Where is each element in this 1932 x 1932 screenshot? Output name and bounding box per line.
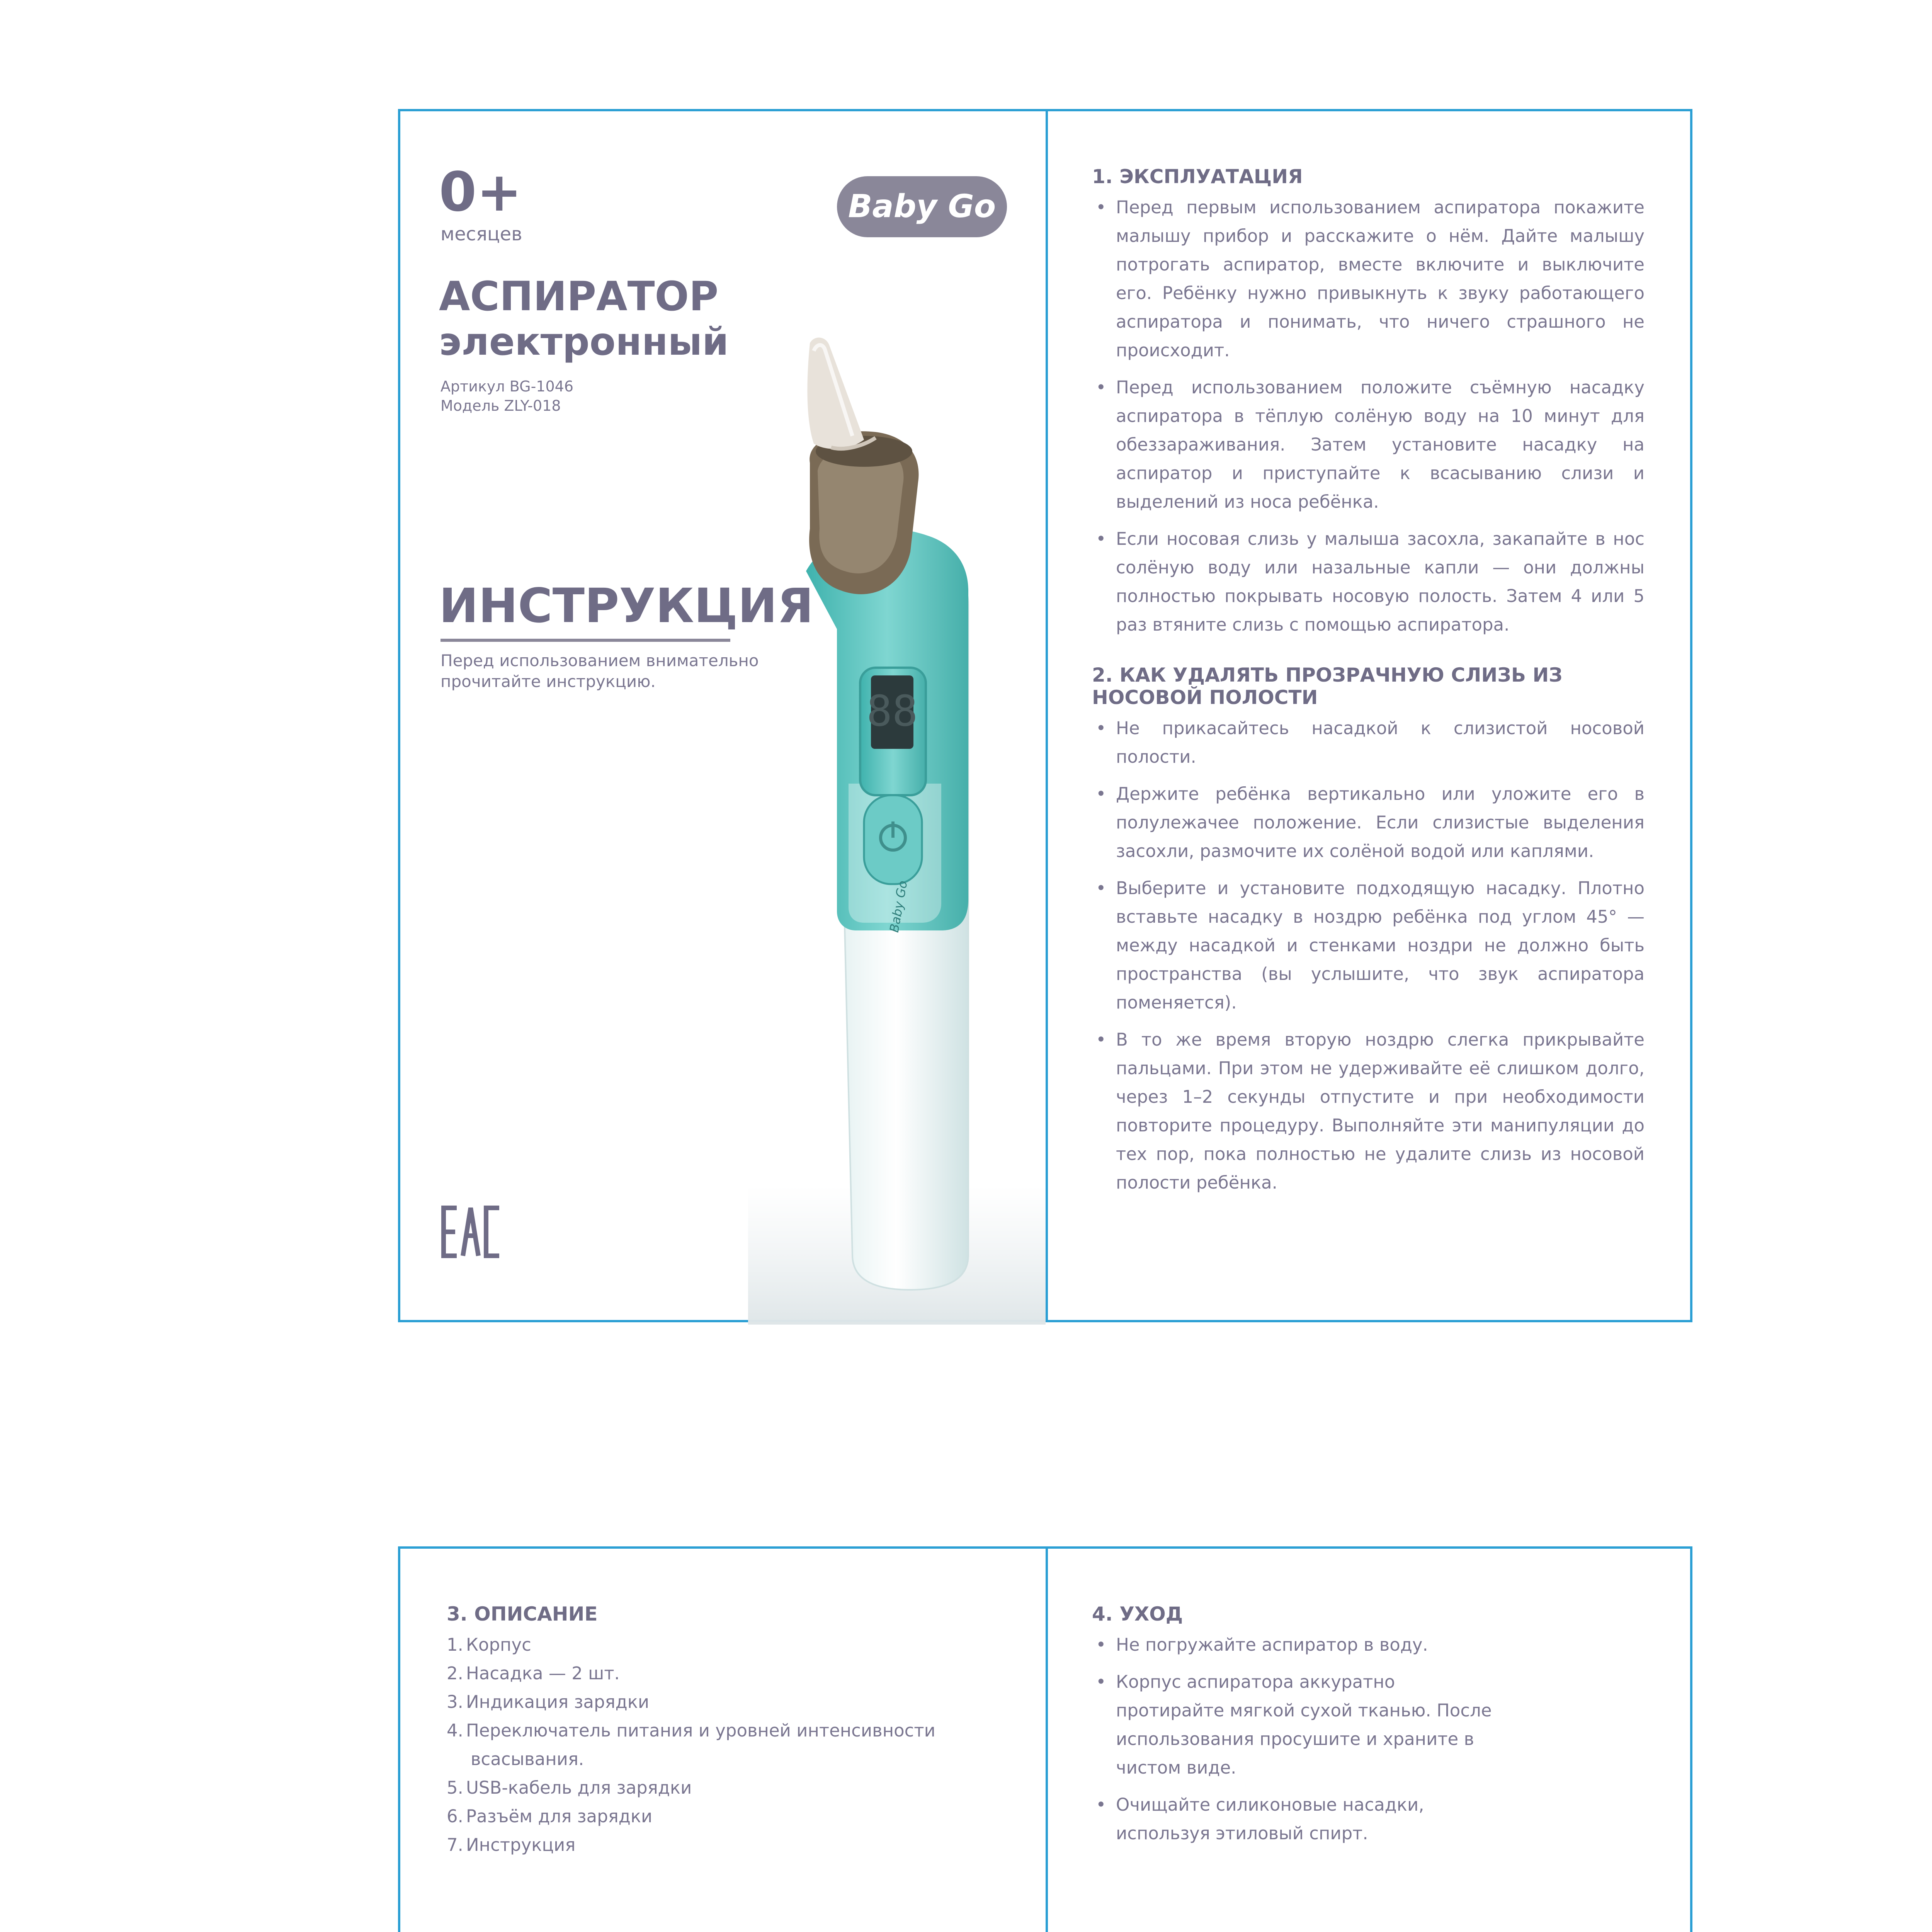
usage-section [1092, 165, 1645, 648]
description-item [447, 1659, 1007, 1688]
instruction-title: ИНСТРУКЦИЯ [439, 578, 814, 633]
item-number: 4. [447, 1720, 463, 1741]
product-title-line2: электронный [439, 320, 729, 364]
usage-title: 1. ЭКСПЛУАТАЦИЯ [1092, 165, 1303, 188]
svg-text:88: 88 [866, 686, 918, 736]
item-number: 2. [447, 1663, 463, 1684]
usage-item: • Если носовая слизь у малыша засохла, закапайте в нос солёную воду или назальные капли — они должны полностью покрывать носовую полость. Затем 4 или 5 раз втяните слизь с помощью аспиратора. [1092, 525, 1645, 639]
description-item [447, 1774, 1007, 1802]
item-text: Переключатель питания и уровней интенсивности [466, 1720, 935, 1741]
care-section [1092, 1603, 1645, 1856]
aspirator-photo [748, 335, 1046, 1325]
removal-section [1092, 664, 1645, 1206]
item-text: Разъём для зарядки [466, 1806, 653, 1827]
care-item: • Корпус аспиратора аккуратно протирайте мягкой сухой тканью. После использования просушите и храните в чистом виде. [1092, 1668, 1502, 1782]
brand-logo: Baby Go [837, 176, 1007, 237]
item-number: 5. [447, 1777, 463, 1798]
age-unit: месяцев [440, 223, 522, 245]
leaflet-sheet-front [398, 109, 1692, 1322]
description-item [447, 1831, 1007, 1859]
fold-line [1046, 111, 1048, 1320]
description-title: 3. ОПИСАНИЕ [447, 1603, 598, 1625]
item-number: 6. [447, 1806, 463, 1827]
article-number: Артикул BG-1046 [440, 378, 574, 395]
usage-item: • Перед первым использованием аспиратора покажите малышу прибор и расскажите о нём. Дайте малышу потрогать аспиратор, вместе включите и выключите его. Ребёнку нужно привыкнуть к звуку работающего аспиратора и понимать, что ничего страшного не происходит. [1092, 193, 1645, 365]
item-text-continuation: всасывания. [471, 1749, 584, 1769]
item-number: 3. [447, 1692, 463, 1712]
item-number: 7. [447, 1835, 463, 1855]
description-item [447, 1716, 1007, 1774]
item-text: Насадка — 2 шт. [466, 1663, 620, 1684]
title-underline [440, 639, 730, 642]
care-item: • Очищайте силиконовые насадки, используя этиловый спирт. [1092, 1791, 1502, 1848]
removal-title: 2. КАК УДАЛЯТЬ ПРОЗРАЧНУЮ СЛИЗЬ ИЗ НОСОВОЙ ПОЛОСТИ [1092, 664, 1563, 709]
instruction-note [440, 650, 759, 692]
device-brand-mark: Baby Go [886, 879, 910, 934]
instruction-note-line1: Перед использованием внимательно [440, 651, 759, 670]
product-title-line1: АСПИРАТОР [439, 273, 719, 320]
usage-item: • Перед использованием положите съёмную насадку аспиратора в тёплую солёную воду на 10 минут для обеззараживания. Затем установите насадку на аспиратор и приступайте к всасыванию слизи и выделений из носа ребёнка. [1092, 373, 1645, 516]
removal-item: • Выберите и установите подходящую насадку. Плотно вставьте насадку в ноздрю ребёнка под углом 45° — между насадкой и стенками ноздри не должно быть пространства (вы услышите, что звук аспиратора поменяется). [1092, 874, 1645, 1017]
eac-mark-icon [440, 1205, 502, 1259]
fold-line [1046, 1549, 1048, 1932]
item-text: Инструкция [466, 1835, 576, 1855]
model-number: Модель ZLY-018 [440, 397, 561, 414]
item-number: 1. [447, 1634, 463, 1655]
item-text: Корпус [466, 1634, 531, 1655]
item-text: USB-кабель для зарядки [466, 1777, 692, 1798]
removal-item: • В то же время вторую ноздрю слегка прикрывайте пальцами. При этом не удерживайте её слишком долго, через 1–2 секунды отпустите и при необходимости повторите процедуру. Выполняйте эти манипуляции до тех пор, пока полностью не удалите слизь из носовой полости ребёнка. [1092, 1026, 1645, 1197]
description-item [447, 1688, 1007, 1716]
care-item: • Не погружайте аспиратор в воду. [1092, 1631, 1645, 1659]
description-section [447, 1603, 1007, 1859]
removal-item: • Держите ребёнка вертикально или уложите его в полулежачее положение. Если слизистые выделения засохли, размочите их солёной водой или каплями. [1092, 780, 1645, 866]
age-label: 0+ [439, 161, 522, 224]
description-item [447, 1802, 1007, 1831]
item-text: Индикация зарядки [466, 1692, 650, 1712]
leaflet-sheet-back [398, 1546, 1692, 1932]
removal-item: • Не прикасайтесь насадкой к слизистой носовой полости. [1092, 714, 1645, 771]
description-item [447, 1631, 1007, 1659]
instruction-note-line2: прочитайте инструкцию. [440, 672, 656, 691]
care-title: 4. УХОД [1092, 1603, 1183, 1625]
